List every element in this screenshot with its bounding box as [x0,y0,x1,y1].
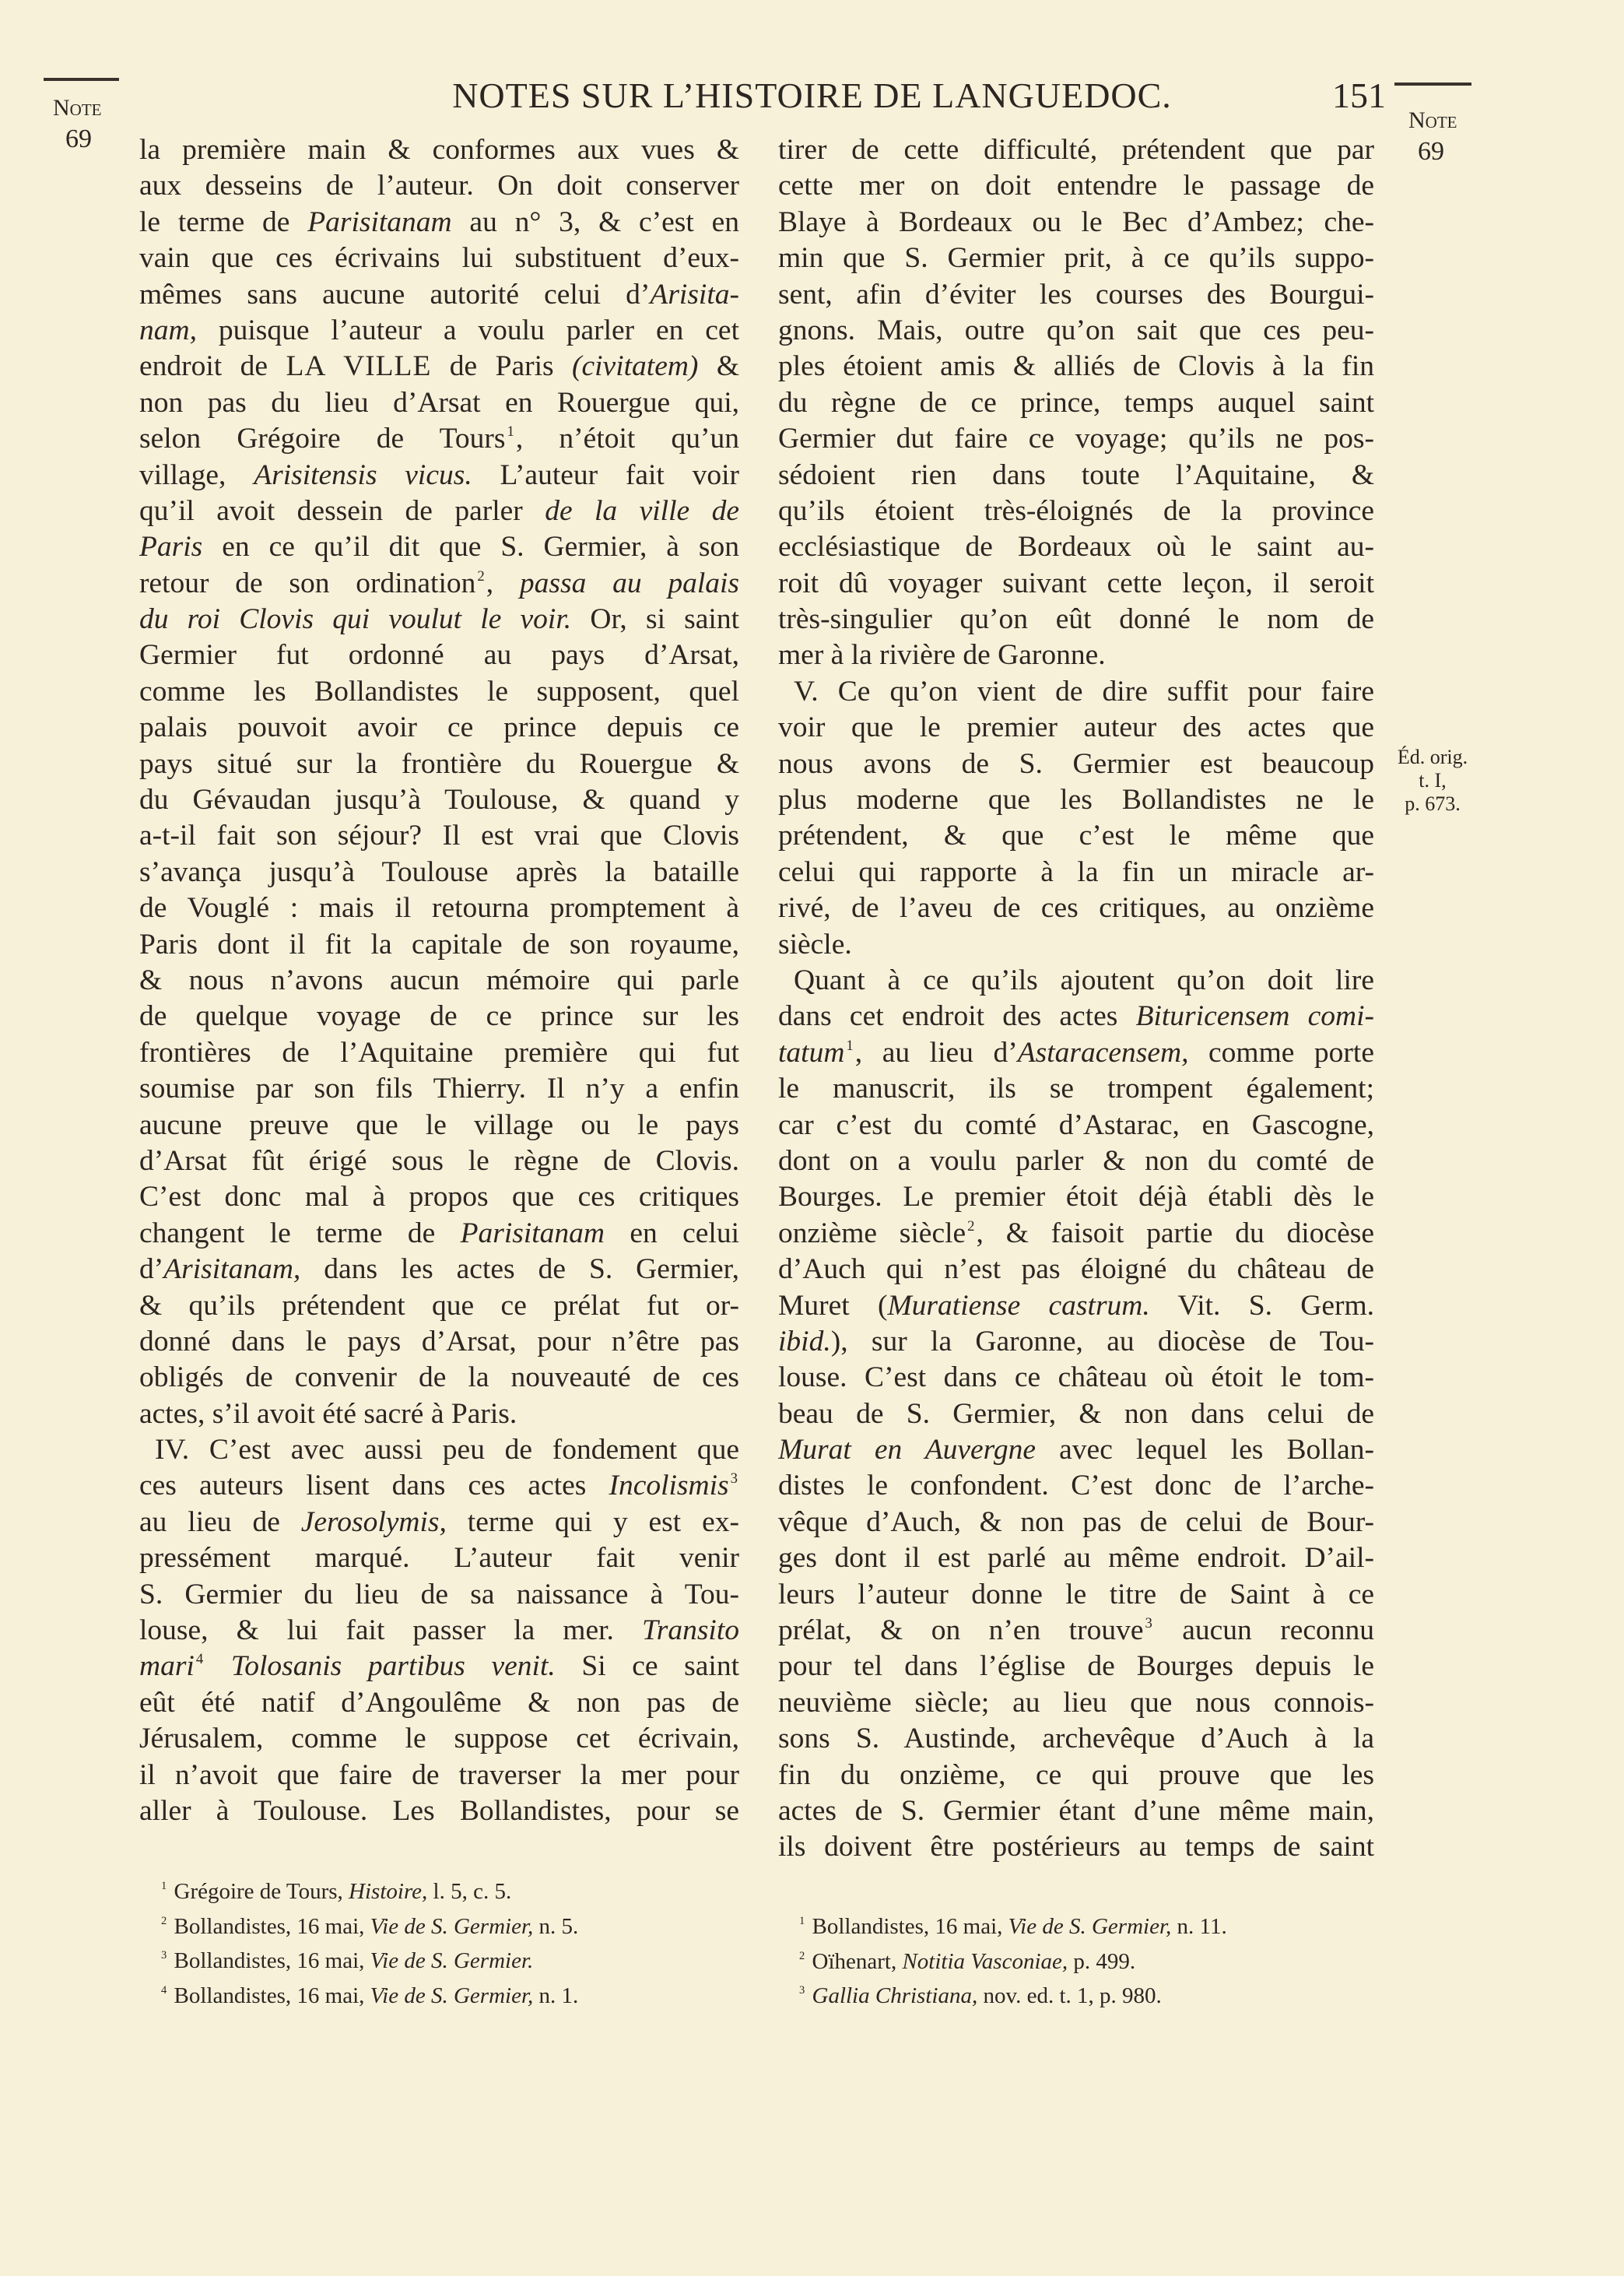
text-run: comme porte [1188,1036,1374,1069]
text-line [139,1360,739,1396]
text-run: Bollandistes, 16 mai, [168,1983,370,2008]
italic-text: Gallia Christiana, [812,1983,978,2008]
text-line [139,168,739,204]
text-run: très-singulier qu’on eût donné le nom de [778,603,1374,636]
text-line [778,637,1374,673]
text-run: frontières de l’Aquitaine première qui fut [139,1036,739,1069]
italic-text: ibid. [778,1325,831,1358]
text-run: changent le terme de [139,1217,461,1249]
text-line [778,1035,1374,1071]
text-run: Germier dut faire ce voyage; qu’ils ne pos- [778,423,1374,455]
left-footnotes [160,1874,766,2013]
text-run: Germier fut ordonné au pays d’Arsat, [139,639,739,672]
text-line [778,241,1374,276]
right-text-column [778,132,1374,1866]
text-line [139,385,739,421]
text-line [778,927,1374,963]
text-line [139,529,739,565]
text-run: Bollandistes, 16 mai, [168,1913,370,1939]
right-footnotes [798,1909,1405,2014]
text-run: distes le confondent. C’est donc de l’arche- [778,1470,1374,1502]
text-run: Muret ( [778,1289,888,1322]
ed-orig-page: p. 673. [1405,792,1461,815]
text-run: obligés de convenir de la nouveauté de ces [139,1361,739,1394]
text-line [778,963,1374,999]
footnote-marker: 3 [799,1984,805,1997]
text-line [139,1793,739,1829]
text-line [139,1396,739,1432]
text-run: soumise par son fils Thierry. Il n’y a enfin [139,1073,739,1105]
text-run: n. 1. [533,1983,579,2008]
text-line [139,674,739,710]
text-run: en ce qu’il dit que S. Germier, à son [202,531,739,564]
text-run: neuvième siècle; au lieu que nous connois- [778,1686,1374,1719]
footnote [160,1944,766,1979]
text-run: eût été natif d’Angoulême & non pas de [139,1686,739,1719]
footnote-marker: 3 [1145,1615,1152,1632]
footnote [798,1979,1405,2014]
text-line [139,421,739,457]
text-run: min que S. Germier prit, à ce qu’ils suppo- [778,242,1374,275]
text-run: ecclésiastique de Bordeaux où le saint au- [778,531,1374,564]
text-run: mer à la rivière de Garonne. [778,639,1106,672]
running-head-title: NOTES SUR L’HISTOIRE DE LANGUEDOC. [452,76,1172,115]
text-run: puisque l’auteur a voulu parler en cet [196,314,739,346]
text-line [778,1540,1374,1576]
text-run: nous avons de S. Germier est beaucoup [778,747,1374,780]
text-run: celui qui rapporte à la fin un miracle ar- [778,855,1374,888]
text-run: donné dans le pays d’Arsat, pour n’être pas [139,1325,739,1358]
footnote-marker: 4 [195,1651,204,1668]
text-line [778,1829,1374,1865]
text-run: n. 5. [533,1913,579,1939]
text-run: vain que ces écrivains lui substituent d’eux- [139,242,739,275]
italic-text: Parisitanam [307,205,452,238]
text-run: gnons. Mais, outre qu’on sait que ces peu- [778,314,1374,346]
text-run: Grégoire de Tours, [168,1879,349,1904]
text-line [778,566,1374,602]
text-run: s’avança jusqu’à Toulouse après la bataille [139,855,739,888]
text-run: actes, s’il avoit été sacré à Paris. [139,1397,517,1430]
text-line [778,1324,1374,1360]
footnote-marker: 1 [161,1880,167,1893]
text-run: , au lieu d’ [854,1036,1018,1069]
text-line [139,1468,739,1504]
text-run: de quelque voyage de ce prince sur les [139,1000,739,1033]
italic-text: Tolosanis partibus venit. [205,1650,556,1683]
right-margin-note-label: Note [1408,107,1457,133]
original-edition-reference [1390,746,1475,816]
page-number: 151 [1332,76,1386,115]
ed-orig-line: Éd. orig. [1397,746,1468,768]
text-run: & nous n’avons aucun mémoire qui parle [139,964,739,996]
text-run: tirer de cette difficulté, prétendent que par [778,134,1374,166]
text-run: p. 499. [1068,1948,1136,1974]
text-line [778,1108,1374,1143]
text-run: sons S. Austinde, archevêque d’Auch à la [778,1723,1374,1755]
text-line [139,782,739,818]
text-line [778,458,1374,493]
text-line [139,1035,739,1071]
text-run: ces auteurs lisent dans ces actes [139,1470,609,1502]
text-run: S. Germier du lieu de sa naissance à Tou- [139,1578,739,1610]
text-line [778,277,1374,313]
text-line [778,1721,1374,1757]
text-run: a-t-il fait son séjour? Il est vrai que Clovis [139,820,739,852]
text-run: sédoient rien dans toute l’Aquitaine, & [778,458,1374,491]
text-line [139,963,739,999]
text-line [139,602,739,637]
text-run: louse, & lui fait passer la mer. [139,1614,642,1647]
text-line [778,1613,1374,1649]
text-run: plus moderne que les Bollandistes ne le [778,784,1374,817]
text-run: ples étoient amis & alliés de Clovis à la fin [778,350,1374,383]
text-line [778,674,1374,710]
text-line [139,1685,739,1721]
right-margin-note-number: 69 [1418,137,1444,166]
italic-text: Astaracensem, [1017,1036,1189,1069]
italic-text: Vie de S. Germier. [370,1948,534,1973]
text-line [778,1505,1374,1540]
text-line [139,1179,739,1215]
text-line [139,1721,739,1757]
text-line [778,602,1374,637]
footnote-marker: 4 [161,1983,167,1997]
text-run: beau de S. Germier, & non dans celui de [778,1397,1374,1430]
text-run: comme les Bollandistes le supposent, quel [139,675,739,708]
footnote-marker: 1 [507,423,514,441]
text-run: fin du onzième, ce qui prouve que les [778,1758,1374,1791]
italic-text: Paris [139,531,203,564]
text-line [139,1577,739,1613]
text-run: mêmes sans aucune autorité celui d’ [139,278,651,311]
text-run: IV. C’est avec aussi peu de fondement que [155,1434,739,1466]
text-run: aucun reconnu [1153,1614,1374,1647]
text-line [139,1649,739,1684]
text-line [778,1252,1374,1287]
italic-text: Incolismis [609,1470,729,1502]
italic-text: passa au palais [519,567,739,599]
italic-text: Parisitanam [460,1217,605,1249]
text-line [778,1396,1374,1432]
text-run: Si ce saint [555,1650,739,1683]
text-line [139,1252,739,1287]
text-line [139,132,739,168]
text-line [139,999,739,1034]
text-run: d’ [139,1253,164,1286]
text-line [139,566,739,602]
footnote [798,1909,1405,1944]
text-run: qu’ils étoient très-éloignés de la province [778,494,1374,527]
text-line [139,818,739,854]
footnote [160,1874,766,1909]
text-run: au n° 3, & c’est en [451,205,739,238]
text-run: C’est donc mal à propos que ces critiques [139,1181,739,1214]
text-run: aucune preuve que le village ou le pays [139,1108,739,1141]
footnote-marker: 2 [161,1914,167,1927]
text-line [139,493,739,529]
italic-text: Histoire, [349,1879,428,1904]
text-run: aller à Toulouse. Les Bollandistes, pour se [139,1794,739,1827]
italic-text: Notitia Vasconiae, [902,1948,1068,1974]
text-run: Jérusalem, comme le suppose cet écrivain, [139,1723,739,1755]
footnote [160,1909,766,1944]
text-run: selon Grégoire de Tours [139,423,506,455]
italic-text: Vie de S. Germier, [370,1913,534,1939]
text-line [778,890,1374,926]
text-run: voir que le premier auteur des actes que [778,711,1374,744]
text-line [139,1324,739,1360]
text-line [139,710,739,746]
text-run: pour tel dans l’église de Bourges depuis le [778,1650,1374,1683]
italic-text: tatum [778,1036,845,1069]
text-line [139,1505,739,1540]
text-line [139,1288,739,1324]
text-run: roit dû voyager suivant cette leçon, il seroit [778,567,1374,599]
text-line [139,637,739,673]
text-line [778,855,1374,890]
text-line [139,1540,739,1576]
text-line [778,1143,1374,1179]
italic-text: Muratiense castrum. [887,1289,1150,1322]
text-line [139,890,739,926]
text-run: Vit. S. Germ. [1149,1289,1374,1322]
italic-text: de la ville de [545,494,739,527]
text-run: actes de S. Germier étant d’une même main, [778,1794,1374,1827]
text-line [139,205,739,241]
text-run: sent, afin d’éviter les courses des Bourgui- [778,278,1374,311]
italic-text: Arisita- [650,278,739,311]
text-run: , n’étoit qu’un [515,423,739,455]
text-line [778,529,1374,565]
footnote-marker: 2 [799,1949,805,1962]
text-line [778,710,1374,746]
text-line [139,1143,739,1179]
text-line [778,421,1374,457]
text-run: L’auteur fait voir [472,458,739,491]
text-line [778,1179,1374,1215]
text-line [778,493,1374,529]
text-line [778,385,1374,421]
text-run: car c’est du comté d’Astarac, en Gascogne, [778,1108,1374,1141]
text-line [778,132,1374,168]
italic-text: Vie de S. Germier, [1008,1914,1172,1939]
italic-text: Arisitanam, [163,1253,301,1286]
text-run: siècle. [778,928,852,961]
text-line [139,746,739,782]
text-run: endroit de [139,350,286,383]
italic-text: Murat en Auvergne [778,1434,1036,1466]
text-run: Bourges. Le premier étoit déjà établi dès le [778,1181,1374,1214]
text-run: Paris dont il fit la capitale de son royaume, [139,928,739,961]
left-margin-note-label: Note [53,95,102,121]
text-run: Quant à ce qu’ils ajoutent qu’on doit lire [794,964,1374,996]
text-line [139,458,739,493]
text-line [139,1432,739,1468]
small-caps-text: LA VILLE [286,350,432,383]
text-run: le terme de [139,205,308,238]
footnote-marker: 2 [477,567,485,585]
text-run: du Gévaudan jusqu’à Toulouse, & quand y [139,784,739,817]
text-run: la première main & conformes aux vues & [139,134,739,166]
text-line [778,746,1374,782]
text-line [139,241,739,276]
footnote-marker: 1 [846,1037,854,1054]
text-run: prétendent, & que c’est le même que [778,820,1374,852]
text-run: V. Ce qu’on vient de dire suffit pour faire [794,675,1374,708]
text-run: dans cet endroit des actes [778,1000,1136,1033]
text-line [139,1071,739,1107]
left-margin-note-number: 69 [65,125,92,153]
italic-text: mari [139,1650,195,1683]
text-run: onzième siècle [778,1217,966,1249]
text-line [778,1432,1374,1468]
text-run: rivé, de l’aveu de ces critiques, au onzième [778,892,1374,925]
text-line [139,1758,739,1793]
italic-text: Bituricensem comi- [1135,1000,1374,1033]
footnote-marker: 3 [161,1949,167,1962]
text-run: de Vouglé : mais il retourna promptement à [139,892,739,925]
text-run: aux desseins de l’auteur. On doit conserver [139,170,739,202]
text-run: le manuscrit, ils se trompent également; [778,1073,1374,1105]
italic-text: Vie de S. Germier, [370,1983,534,2008]
ed-orig-volume: t. I, [1419,769,1447,792]
text-run [806,1983,812,2008]
text-run: louse. C’est dans ce château où étoit le tom- [778,1361,1374,1394]
text-run: qu’il avoit dessein de parler [139,494,545,527]
text-line [139,313,739,349]
text-run: & [698,350,739,383]
text-run: prélat, & on n’en trouve [778,1614,1144,1647]
text-run: Oïhenart, [806,1948,903,1974]
text-line [778,1071,1374,1107]
text-run: d’Arsat fût érigé sous le règne de Clovis. [139,1144,739,1177]
text-line [778,168,1374,204]
text-run: pressément marqué. L’auteur fait venir [139,1542,739,1575]
text-run: Blaye à Bordeaux ou le Bec d’Ambez; che- [778,205,1374,238]
text-run: au lieu de [139,1505,301,1538]
text-run: nov. ed. t. 1, p. 980. [977,1983,1162,2008]
text-run: , [486,567,520,599]
text-run: avec lequel les Bollan- [1036,1434,1374,1466]
text-line [139,927,739,963]
text-run: cette mer on doit entendre le passage de [778,170,1374,202]
text-run: vêque d’Auch, & non pas de celui de Bour- [778,1505,1374,1538]
text-line [139,1216,739,1252]
text-line [778,1468,1374,1504]
text-line [778,782,1374,818]
text-line [139,277,739,313]
text-run: village, [139,458,254,491]
text-run: en celui [605,1217,739,1249]
text-line [778,1649,1374,1684]
italic-text: Transito [641,1614,739,1647]
italic-text: nam, [139,314,197,346]
text-run: & qu’ils prétendent que ce prélat fut or- [139,1289,739,1322]
text-run: pays situé sur la frontière du Rouergue & [139,747,739,780]
text-line [139,1108,739,1143]
text-run: ils doivent être postérieurs au temps de saint [778,1831,1374,1863]
footnote [160,1979,766,2014]
text-line [778,999,1374,1034]
text-run: leurs l’auteur donne le titre de Saint à ce [778,1578,1374,1610]
text-run: d’Auch qui n’est pas éloigné du château de [778,1253,1374,1286]
text-run: dans les actes de S. Germier, [300,1253,739,1286]
text-run: , & faisoit partie du diocèse [976,1217,1374,1249]
text-run: retour de son ordination [139,567,476,599]
footnote-marker: 2 [967,1217,975,1235]
text-run: n. 11. [1171,1914,1227,1939]
text-run: il n’avoit que faire de traverser la mer pour [139,1758,739,1791]
italic-text: Arisitensis vicus. [254,458,472,491]
text-line [139,349,739,385]
text-line [778,1793,1374,1829]
footnote [798,1944,1405,1979]
text-run: du règne de ce prince, temps auquel saint [778,386,1374,419]
italic-text: (civitatem) [572,350,699,383]
text-run: ges dont il est parlé au même endroit. D’ail- [778,1542,1374,1575]
text-run: non pas du lieu d’Arsat en Rouergue qui, [139,386,739,419]
italic-text: Jerosolymis, [300,1505,447,1538]
text-line [778,205,1374,241]
text-run: Or, si saint [571,603,739,636]
text-line [778,313,1374,349]
text-line [778,818,1374,854]
text-run: l. 5, c. 5. [427,1879,512,1904]
text-run: dont on a voulu parler & non du comté de [778,1144,1374,1177]
footnote-marker: 1 [799,1915,805,1928]
text-line [778,1216,1374,1252]
text-line [778,1758,1374,1793]
text-run: ), sur la Garonne, au diocèse de Tou- [830,1325,1374,1358]
text-line [778,1685,1374,1721]
text-line [778,1577,1374,1613]
text-run: terme qui y est ex- [446,1505,739,1538]
left-text-column [139,132,739,1829]
text-run: palais pouvoit avoir ce prince depuis ce [139,711,739,744]
text-line [139,855,739,890]
text-line [139,1613,739,1649]
text-line [778,1288,1374,1324]
text-line [778,1360,1374,1396]
text-line [778,349,1374,385]
text-run: Bollandistes, 16 mai, [806,1914,1008,1939]
text-run: Bollandistes, 16 mai, [168,1948,370,1973]
text-run: de Paris [431,350,572,383]
footnote-marker: 3 [730,1470,738,1487]
italic-text: du roi Clovis qui voulut le voir. [139,603,572,636]
